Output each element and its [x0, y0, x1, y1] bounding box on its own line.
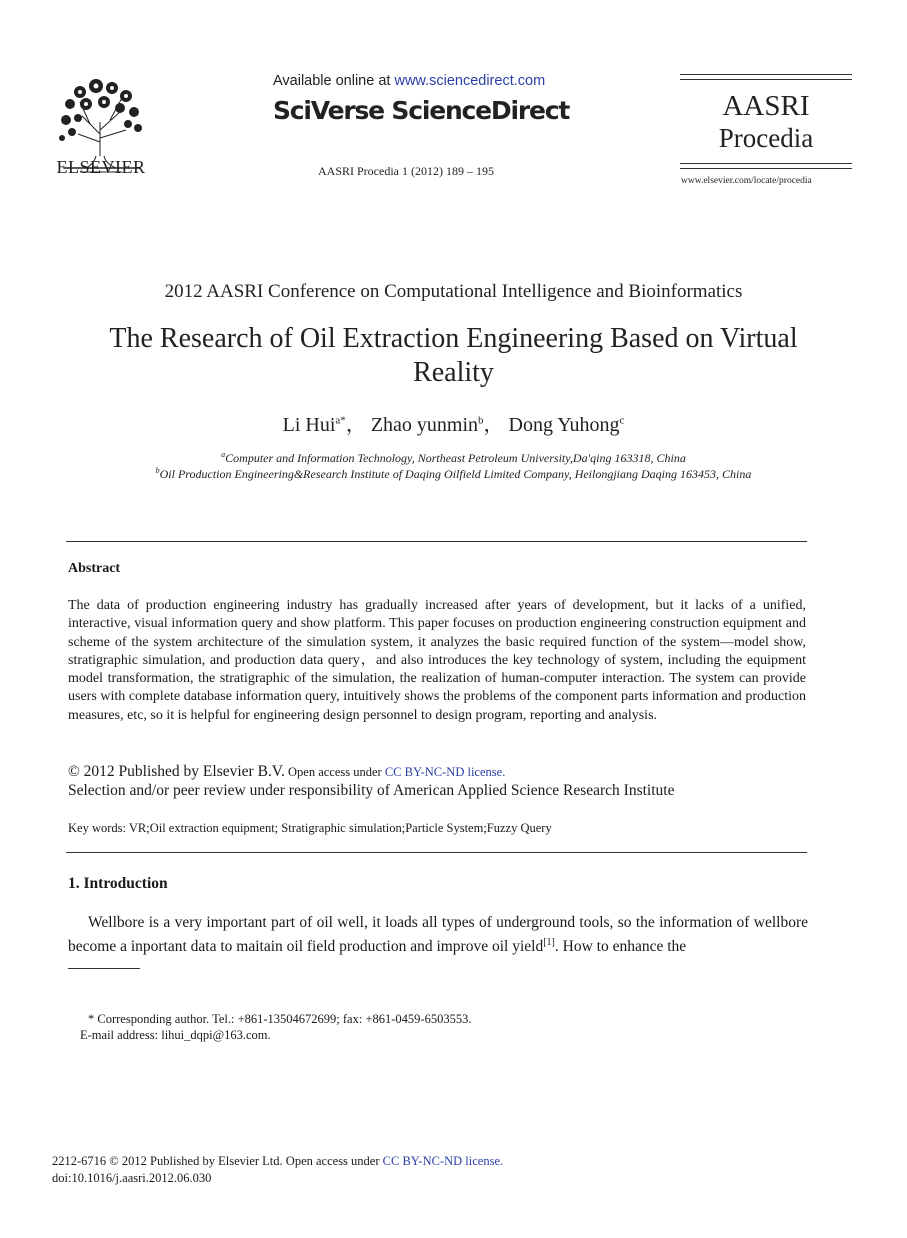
sciencedirect-link[interactable]: www.sciencedirect.com	[394, 73, 546, 89]
author-separator: ，	[345, 414, 366, 436]
footer-license-link[interactable]: CC BY-NC-ND license.	[382, 1154, 504, 1168]
peer-review-statement: Selection and/or peer review under responsibility of American Applied Science Research Institute	[68, 782, 675, 799]
conference-name: 2012 AASRI Conference on Computational Intelligence and Bioinformatics	[164, 281, 743, 302]
citation-ref[interactable]: [1]	[543, 937, 555, 948]
paper-title	[60, 322, 847, 390]
paper-title-line1: The Research of Oil Extraction Engineering Based on Virtual	[109, 323, 798, 354]
keywords: Key words: VR;Oil extraction equipment; Stratigraphic simulation;Particle System;Fuzzy Query	[68, 821, 552, 835]
author-sup: c	[619, 414, 625, 427]
journal-box-rule-top	[680, 74, 852, 75]
abstract-heading: Abstract	[68, 561, 121, 576]
footer-issn-line	[52, 1154, 503, 1169]
journal-box-rule-top-2	[680, 79, 852, 80]
author-name: Zhao yunmin	[370, 414, 479, 436]
footer-open-access: Open access under	[282, 1154, 383, 1168]
journal-box-rule-bottom	[680, 163, 852, 164]
open-access-text: Open access under	[284, 765, 385, 779]
abstract-text: The data of production engineering industry has gradually increased after years of development, but it lacks of a unified, interactive, visual information query and show platform. This paper focuses on production engineering construction equipment and scheme of the system architecture of the simulation system, it analyzes the basic required function of the system—model show, stratigraphic simulation, and production data query，and also introduces the key technology of system, including the equipment model transformation, the stratigraphic of the simulation, the realization of human-computer interaction. The system can provide users with complete database information query, intuitively shows the problems of the component parts information and production measures, etc, so it is helpful for engineering design personnel to design program, reporting and analysis.	[68, 598, 806, 723]
author-name: Dong Yuhong	[508, 414, 620, 436]
footnote-corresponding-author: * Corresponding author. Tel.: +861-13504672699; fax: +861-0459-6503553.	[88, 1012, 472, 1026]
available-prefix: Available online at	[273, 73, 395, 89]
available-online	[273, 73, 545, 89]
divider-top	[66, 541, 807, 542]
affiliation-text: Oil Production Engineering&Research Institute of Daqing Oilfield Limited Company, Heilongjiang Daqing 163453, China	[159, 467, 752, 481]
affiliation-text: Computer and Information Technology, Northeast Petroleum University,Da'qing 163318, China	[225, 451, 686, 465]
affiliation-sup: a	[221, 450, 226, 459]
section-heading-introduction: 1. Introduction	[68, 875, 168, 892]
sciverse-sciencedirect-logo: SciVerse ScienceDirect	[273, 96, 570, 125]
author-sup: b	[478, 414, 484, 427]
journal-reference: AASRI Procedia 1 (2012) 189 – 195	[318, 164, 494, 178]
affiliation-b	[0, 466, 907, 482]
introduction-paragraph	[68, 913, 808, 957]
intro-text-continued: . How to enhance the	[554, 938, 687, 956]
journal-box-rule-bottom-2	[680, 168, 852, 169]
journal-url[interactable]: www.elsevier.com/locate/procedia	[681, 176, 812, 186]
footer-doi[interactable]: doi:10.1016/j.aasri.2012.06.030	[52, 1171, 212, 1185]
footnote-email: E-mail address: lihui_dqpi@163.com.	[80, 1028, 271, 1042]
footnote-rule	[68, 968, 140, 969]
elsevier-logo-text: ELSEVIER	[56, 157, 146, 177]
affiliation-a	[0, 450, 907, 466]
intro-text: Wellbore is a very important part of oil well, it loads all types of underground tools, so the information of wellbore become a inportant data to maitain oil field production and improve oil yield	[68, 914, 808, 956]
paper-title-line2: Reality	[413, 357, 494, 388]
journal-name-line2: Procedia	[718, 123, 814, 153]
license-link[interactable]: CC BY-NC-ND license.	[384, 765, 506, 779]
author-list	[0, 408, 907, 437]
affiliation-sup: b	[155, 466, 160, 475]
author-name: Li Hui	[282, 414, 336, 436]
journal-name-line1: AASRI	[722, 90, 810, 122]
divider-bottom	[66, 852, 807, 853]
footer-issn: 2212-6716 © 2012 Published by Elsevier Ltd.	[52, 1154, 283, 1168]
author-sup: a*	[335, 414, 346, 427]
copyright-line	[68, 763, 505, 781]
author-separator: ，	[483, 414, 504, 436]
copyright-text: © 2012 Published by Elsevier B.V.	[68, 763, 285, 780]
